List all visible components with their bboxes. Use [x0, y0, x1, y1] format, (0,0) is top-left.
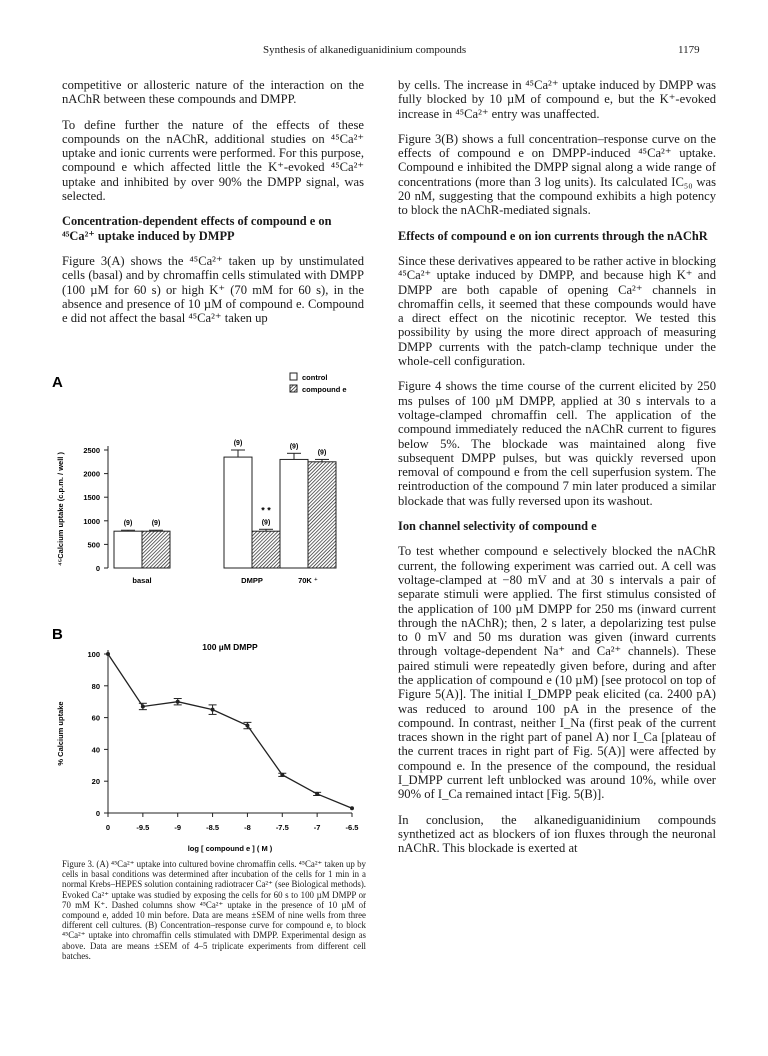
y-tick-label-a: 1500: [83, 493, 100, 503]
left-paragraph-1: competitive or allosteric nature of the interaction on the nAChR between these compounds and DMPP.: [62, 78, 364, 107]
section-heading-concentration: Concentration-dependent effects of compound e on ⁴⁵Ca²⁺ uptake induced by DMPP: [62, 214, 332, 243]
right-paragraph-2: Figure 3(B) shows a full concentration–response curve on the effects of compound e on DMPP-induced ⁴⁵Ca²⁺ uptake. Compound e inhibited the DMPP signal along a wide range of concentrations (more than 3 log units). Its calculated IC₅₀ was 20 nM, suggesting that the compound exhibits a high potency to block the nAChR-mediated signals.: [398, 131, 716, 218]
y-tick-label-b: 100: [87, 650, 100, 659]
x-tick-label-b: -7.5: [275, 823, 289, 832]
y-tick-label-b: 80: [91, 681, 100, 691]
chart-title-b: 100 µM DMPP: [202, 642, 258, 652]
left-column: [62, 78, 364, 336]
series-line-b: [108, 654, 352, 808]
bar-compound-e-0: [142, 531, 170, 568]
page-number: 1179: [678, 44, 700, 56]
n-label: (9): [123, 520, 133, 528]
right-paragraph-4: Figure 4 shows the time course of the current elicited by 250 ms pulses of 100 µM DMPP, applied at 30 s intervals to a voltage-clamped chromaffin cell. The application of the compound immediately reduced the nAChR current to figures below 5%. The blockade was maintained along five subsequent DMPP pulses, but was quickly reversed upon removal of compound e from the cell superfusion system. The reintroduction of the compound 7 min later produced a similar blockade that was fully reversed upon its washout.: [398, 379, 716, 508]
n-label: (9): [317, 449, 327, 457]
panel-letter-b: B: [52, 626, 63, 643]
left-paragraph-2: To define further the nature of the effects of these compounds on the nAChR, additional studies on ⁴⁵Ca²⁺ uptake and ionic currents were performed. For this purpose, compound e which affected little the K⁺-evoked ⁴⁵Ca²⁺ uptake and inhibited by over 90% the DMPP signal, was selected.: [62, 117, 364, 204]
y-axis-label-b: % Calcium uptake: [56, 701, 65, 766]
bar-compound-e-1: [252, 531, 280, 568]
x-tick-label-b: 0: [105, 823, 111, 832]
section-heading-selectivity: Ion channel selectivity of compound e: [398, 519, 597, 534]
x-category-label: basal: [132, 576, 152, 585]
bar-control-0: [114, 531, 142, 568]
significance-mark: * *: [261, 505, 271, 516]
bar-control-1: [224, 457, 252, 568]
panel-b: [52, 626, 358, 853]
x-tick-label-b: -9.5: [136, 823, 150, 832]
n-label: (9): [261, 519, 271, 527]
y-tick-label-b: 40: [91, 745, 100, 755]
right-paragraph-1: by cells. The increase in ⁴⁵Ca²⁺ uptake induced by DMPP was fully blocked by 10 µM of compound e, but the K⁺-evoked increase in ⁴⁵Ca²⁺ entry was unaffected.: [398, 78, 716, 121]
x-tick-label-b: -9: [174, 823, 182, 832]
y-tick-label-a: 1000: [83, 516, 100, 526]
panel-letter-a: A: [52, 374, 63, 391]
panel-a: [52, 373, 347, 585]
right-paragraph-6: In conclusion, the alkanediguanidinium compounds synthetized act as blockers of ion fluxes through the neuronal nAChR. This blockade is exerted at: [398, 812, 716, 856]
legend-label-compound: compound e: [302, 385, 347, 394]
n-label: (9): [151, 520, 161, 528]
y-tick-label-a: 2000: [83, 469, 100, 479]
figure-3: [52, 368, 362, 854]
y-tick-label-a: 2500: [83, 446, 100, 455]
legend-label-control: control: [302, 373, 328, 382]
n-label: (9): [233, 440, 243, 447]
y-tick-label-b: 20: [91, 777, 100, 787]
data-point-b: [350, 806, 354, 810]
right-paragraph-3: Since these derivatives appeared to be rather active in blocking ⁴⁵Ca²⁺ uptake induced by DMPP, and because high K⁺ and DMPP are both capable of opening Ca²⁺ channels in chromaffin cells, it seemed that these compounds would have a direct effect on the nicotinic receptor. We tested this possibility by using the more direct approach of measuring DMPP currents with the patch-clamp technique under the whole-cell configuration.: [398, 253, 716, 369]
x-category-label: 70K ⁺: [298, 576, 318, 585]
n-label: (9): [289, 443, 299, 451]
y-tick-label-a: 500: [87, 540, 100, 550]
x-tick-label-b: -8: [244, 823, 251, 832]
y-axis-label-a: ⁴⁵Calcium uptake (c.p.m. / well ): [56, 452, 65, 566]
y-tick-label-b: 0: [95, 809, 100, 818]
y-tick-label-b: 60: [91, 713, 100, 723]
left-paragraph-3: Figure 3(A) shows the ⁴⁵Ca²⁺ taken up by unstimulated cells (basal) and by chromaffin cells stimulated with DMPP (100 µM for 60 s) or high K⁺ (70 mM for 60 s), in the absence and presence of 10 µM of compound e. Compound e did not affect the basal ⁴⁵Ca²⁺ taken up: [62, 253, 364, 326]
figure-caption: Figure 3. (A) ⁴⁵Ca²⁺ uptake into cultured bovine chromaffin cells. ⁴⁵Ca²⁺ taken up by cells in basal conditions was determined after incubation of the cells for 1 min in a normal Krebs–HEPES solution containing radiotracer Ca²⁺ (see Biological methods). Evoked Ca²⁺ uptake was studied by exposing the cells for 60 s to 100 µM DMPP or 70 mM K⁺. Dashed columns show ⁴⁵Ca²⁺ uptake in the presence of 10 µM of compound e, added 10 min before. Data are means ±SEM of nine wells from three different cell cultures. (B) Concentration–response curve for compound e, to block ⁴⁵Ca²⁺ uptake into chromaffin cells stimulated with DMPP. Experimental design as above. Data are means ±SEM of 4–5 triplicate experiments from different cell batches.: [62, 859, 366, 961]
bar-compound-e-2: [308, 462, 336, 568]
section-heading-ion-currents: Effects of compound e on ion currents through the nAChR: [398, 228, 708, 243]
legend-swatch-control: [290, 373, 297, 380]
right-paragraph-5: To test whether compound e selectively blocked the nAChR current, the following experiment was carried out. A cell was voltage-clamped at −80 mV and at 30 s intervals a pair of separate stimuli were applied. The first stimulus consisted of the application of 100 µM DMPP for 250 ms (inward current through the nAChR); then, 2 s later, a depolarizing test pulse to 0 mV and 50 ms duration was given (inward currents through voltage-dependent Na⁺ and Ca²⁺ channels). These paired stimuli were repeatedly given before, during and after the application of compound e (10 µM) [see protocol on top of Figure 5(A)]. The initial I_DMPP peak elicited (ca. 2400 pA) was reduced to around 100 pA in the presence of the compound. In contrast, neither I_Na (first peak of the current traces shown in the right part of panel A) nor I_Ca [plateau of the current traces in right part of Fig. 5(A)] were affected by compound e. In the presence of the compound, the residual I_DMPP current left unblocked was around 10%, while over 90% of I_Ca remained intact [Fig. 5(B)].: [398, 544, 716, 802]
running-title: Synthesis of alkanediguanidinium compounds: [263, 44, 467, 56]
bar-control-2: [280, 459, 308, 568]
legend-swatch-compound: [290, 385, 297, 392]
x-tick-label-b: -8.5: [206, 823, 220, 832]
data-point-b: [106, 652, 110, 656]
y-tick-label-a: 0: [95, 564, 100, 573]
x-tick-label-b: -6.5: [345, 823, 359, 832]
x-category-label: DMPP: [241, 576, 263, 585]
x-tick-label-b: -7: [313, 823, 321, 832]
right-column: [398, 78, 716, 867]
x-axis-label-b: log [ compound e ] ( M ): [187, 844, 273, 853]
